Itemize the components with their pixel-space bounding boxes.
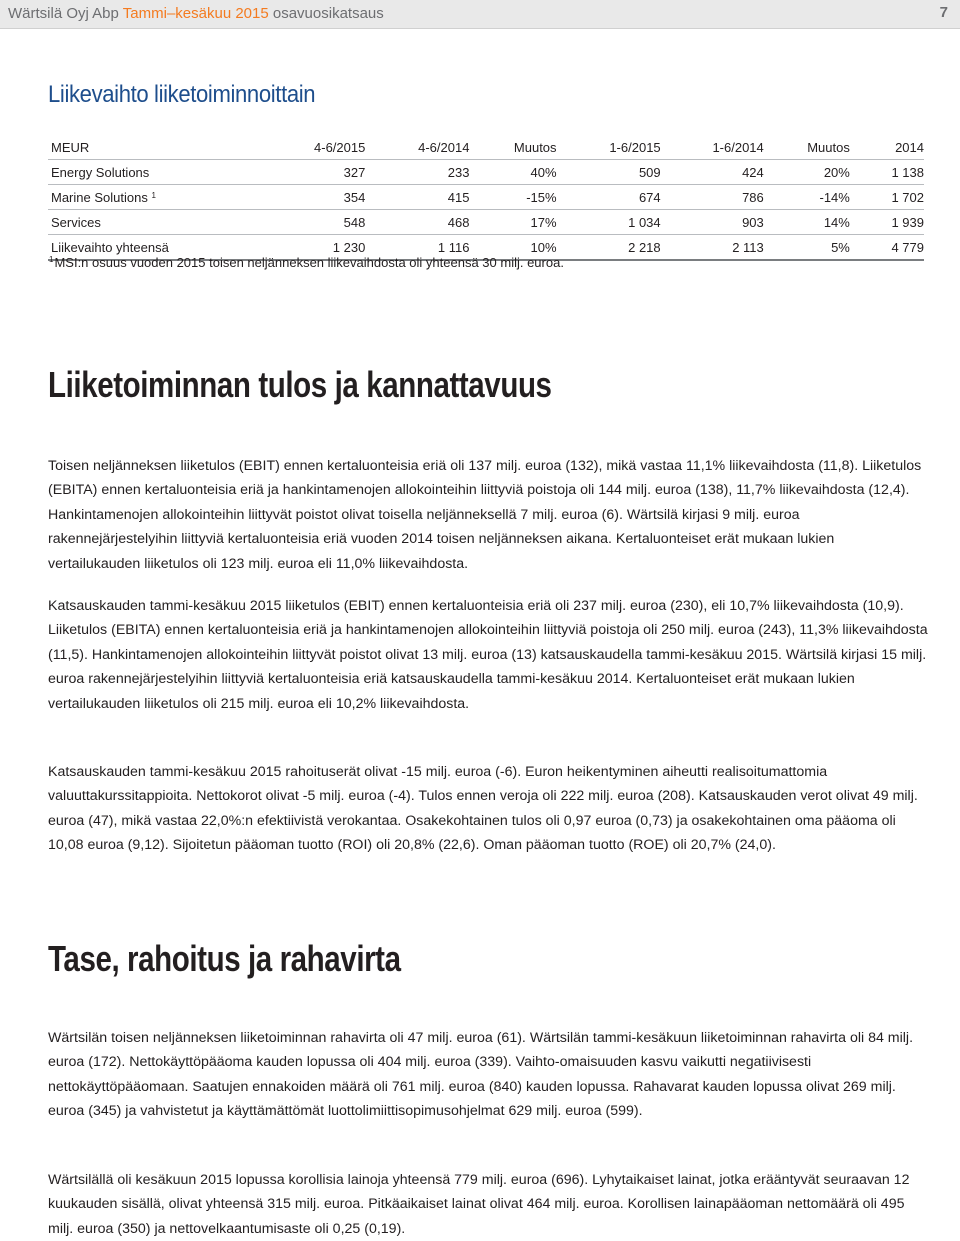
body-paragraph: Wärtsilällä oli kesäkuun 2015 lopussa korollisia lainoja yhteensä 779 milj. euroa (696). Lyhytaikaiset lainat, jotka erääntyvät seuraavan 12 kuukauden sisällä, olivat yhteensä 315 milj. euroa. Pitkäaikaiset lainat olivat 464 milj. euroa. Korollisen lainapääoman nettomäärä oli 495 milj. euroa (350) ja nettovelkaantumisaste oli 0,25 (0,19). bbox=[48, 1172, 910, 1237]
table-header-cell: Muutos bbox=[764, 135, 850, 160]
table-footnote bbox=[49, 255, 564, 270]
revenue-table bbox=[48, 135, 924, 261]
table-cell: 674 bbox=[557, 185, 661, 210]
body-paragraph: Toisen neljänneksen liiketulos (EBIT) ennen kertaluonteisia eriä oli 137 milj. euroa (132), mikä vastaa 11,1% liikevaihdosta (11,8). Liiketulos (EBITA) ennen kertaluonteisia eriä ja hankintamenojen allokointeihin liittyviä poistoja oli 144 milj. euroa (138), 11,7% liikevaihdosta (12,4). Hankintamenojen allokointeihin liittyvät poistot olivat toisella neljänneksellä 7 milj. euroa (6). Wärtsilä kirjasi 9 milj. euroa rakennejärjestelyihin liittyviä kertaluonteisia eriä vuoden 2014 toisen neljänneksen aikana. Kertaluonteiset erät mukaan lukien vertailukauden liiketulos oli 123 milj. euroa eli 11,0% liikevaihdosta. bbox=[48, 458, 922, 572]
table-cell: 2 113 bbox=[661, 235, 764, 261]
table-cell: 424 bbox=[661, 160, 764, 185]
page-number: 7 bbox=[939, 4, 948, 21]
page-header bbox=[0, 0, 960, 29]
table-header-cell: 1-6/2015 bbox=[557, 135, 661, 160]
row-label: Services bbox=[48, 210, 248, 235]
table-cell: 468 bbox=[365, 210, 469, 235]
table-cell: 40% bbox=[469, 160, 556, 185]
table-cell: 1 034 bbox=[557, 210, 661, 235]
table-cell: 1 230 bbox=[248, 235, 365, 261]
table-cell: -14% bbox=[764, 185, 850, 210]
footnote-marker: 1 bbox=[49, 255, 54, 264]
row-label: Marine Solutions $^1$ bbox=[48, 185, 248, 210]
body-paragraph: Katsauskauden tammi-kesäkuu 2015 liiketulos (EBIT) ennen kertaluonteisia eriä oli 237 milj. euroa (230), eli 10,7% liikevaihdosta (10,9). Liiketulos (EBITA) ennen kertaluonteisia eriä ja hankintamenojen allokointeihin liittyviä poistoja oli 250 milj. euroa (243), 11,3% liikevaihdosta (11,5). Hankintamenojen allokointeihin liittyvät poistot olivat 13 milj. euroa (13) katsauskaudella tammi-kesäkuu 2015. Wärtsilä kirjasi 15 milj. euroa rakennejärjestelyihin liittyviä kertaluonteisia eriä katsauskaudella tammi-kesäkuu 2014. Kertaluonteiset erät mukaan lukien vertailukauden liiketulos oli 215 milj. euroa eli 10,2% liikevaihdosta. bbox=[48, 598, 928, 712]
table-cell: 233 bbox=[365, 160, 469, 185]
table-cell: 548 bbox=[248, 210, 365, 235]
table-row bbox=[48, 210, 924, 235]
table-cell: 10% bbox=[469, 235, 556, 261]
table-header-cell: 4-6/2015 bbox=[248, 135, 365, 160]
table-cell: 2 218 bbox=[557, 235, 661, 261]
row-label: Energy Solutions bbox=[48, 160, 248, 185]
table-header-cell: 1-6/2014 bbox=[661, 135, 764, 160]
table-cell: 327 bbox=[248, 160, 365, 185]
row-label: Liikevaihto yhteensä bbox=[48, 235, 248, 261]
section-heading-profitability: Liiketoiminnan tulos ja kannattavuus bbox=[48, 364, 552, 405]
table-header-row bbox=[48, 135, 924, 160]
table-cell: 509 bbox=[557, 160, 661, 185]
table-row bbox=[48, 185, 924, 210]
report-type: osavuosikatsaus bbox=[272, 5, 384, 22]
document-title bbox=[8, 5, 384, 22]
body-paragraph: Wärtsilän toisen neljänneksen liiketoiminnan rahavirta oli 47 milj. euroa (61). Wärtsilän tammi-kesäkuun liiketoiminnan rahavirta oli 84 milj. euroa (172). Nettokäyttöpääoma kauden lopussa oli 404 milj. euroa (339). Vaihto-omaisuuden kasvu vaikutti negatiivisesti nettokäyttöpääomaan. Saatujen ennakoiden määrä oli 761 milj. euroa (840) kauden lopussa. Rahavarat kauden lopussa olivat 269 milj. euroa (345) ja vahvistetut ja käyttämättömät luottolimiittisopimusohjelmat 629 milj. euroa (599). bbox=[48, 1030, 914, 1120]
table-cell: 1 702 bbox=[850, 185, 924, 210]
table-cell: 20% bbox=[764, 160, 850, 185]
table-cell: 5% bbox=[764, 235, 850, 261]
footnote-text: MSI:n osuus vuoden 2015 toisen neljänneksen liikevaihdosta oli yhteensä 30 milj. euroa. bbox=[54, 255, 564, 270]
company-name: Wärtsilä Oyj Abp bbox=[8, 5, 119, 22]
body-paragraph: Katsauskauden tammi-kesäkuu 2015 rahoituserät olivat -15 milj. euroa (-6). Euron heikentyminen aiheutti realisoitumattomia valuuttakurssitappioita. Nettokorot olivat -5 milj. euroa (-4). Tulos ennen veroja oli 222 milj. euroa (208). Katsauskauden verot olivat 49 milj. euroa (47), mikä vastaa 22,0%:n efektiivistä verokantaa. Osakekohtainen tulos oli 0,97 euroa (0,73) ja osakekohtainen oma pääoma oli 10,08 euroa (9,12). Sijoitetun pääoman tuotto (ROI) oli 20,8% (22,6). Oman pääoman tuotto (ROE) oli 20,7% (24,0). bbox=[48, 764, 918, 854]
table-cell: 17% bbox=[469, 210, 556, 235]
table-header-cell: 2014 bbox=[850, 135, 924, 160]
table-header-cell: 4-6/2014 bbox=[365, 135, 469, 160]
table-cell: 1 116 bbox=[365, 235, 469, 261]
table-cell: 1 138 bbox=[850, 160, 924, 185]
table-header-cell: Muutos bbox=[469, 135, 556, 160]
report-period: Tammi–kesäkuu 2015 bbox=[122, 5, 269, 22]
section-heading-revenue: Liikevaihto liiketoiminnoittain bbox=[48, 81, 316, 108]
table-cell: 903 bbox=[661, 210, 764, 235]
table-cell: 786 bbox=[661, 185, 764, 210]
table-cell: 4 779 bbox=[850, 235, 924, 261]
table-cell: 354 bbox=[248, 185, 365, 210]
table-cell: 415 bbox=[365, 185, 469, 210]
table-row bbox=[48, 160, 924, 185]
footnote-marker: 1 bbox=[151, 190, 156, 200]
table-cell: -15% bbox=[469, 185, 556, 210]
table-cell: 14% bbox=[764, 210, 850, 235]
table-header-cell: MEUR bbox=[48, 135, 248, 160]
table-cell: 1 939 bbox=[850, 210, 924, 235]
section-heading-balance-sheet: Tase, rahoitus ja rahavirta bbox=[48, 938, 401, 979]
